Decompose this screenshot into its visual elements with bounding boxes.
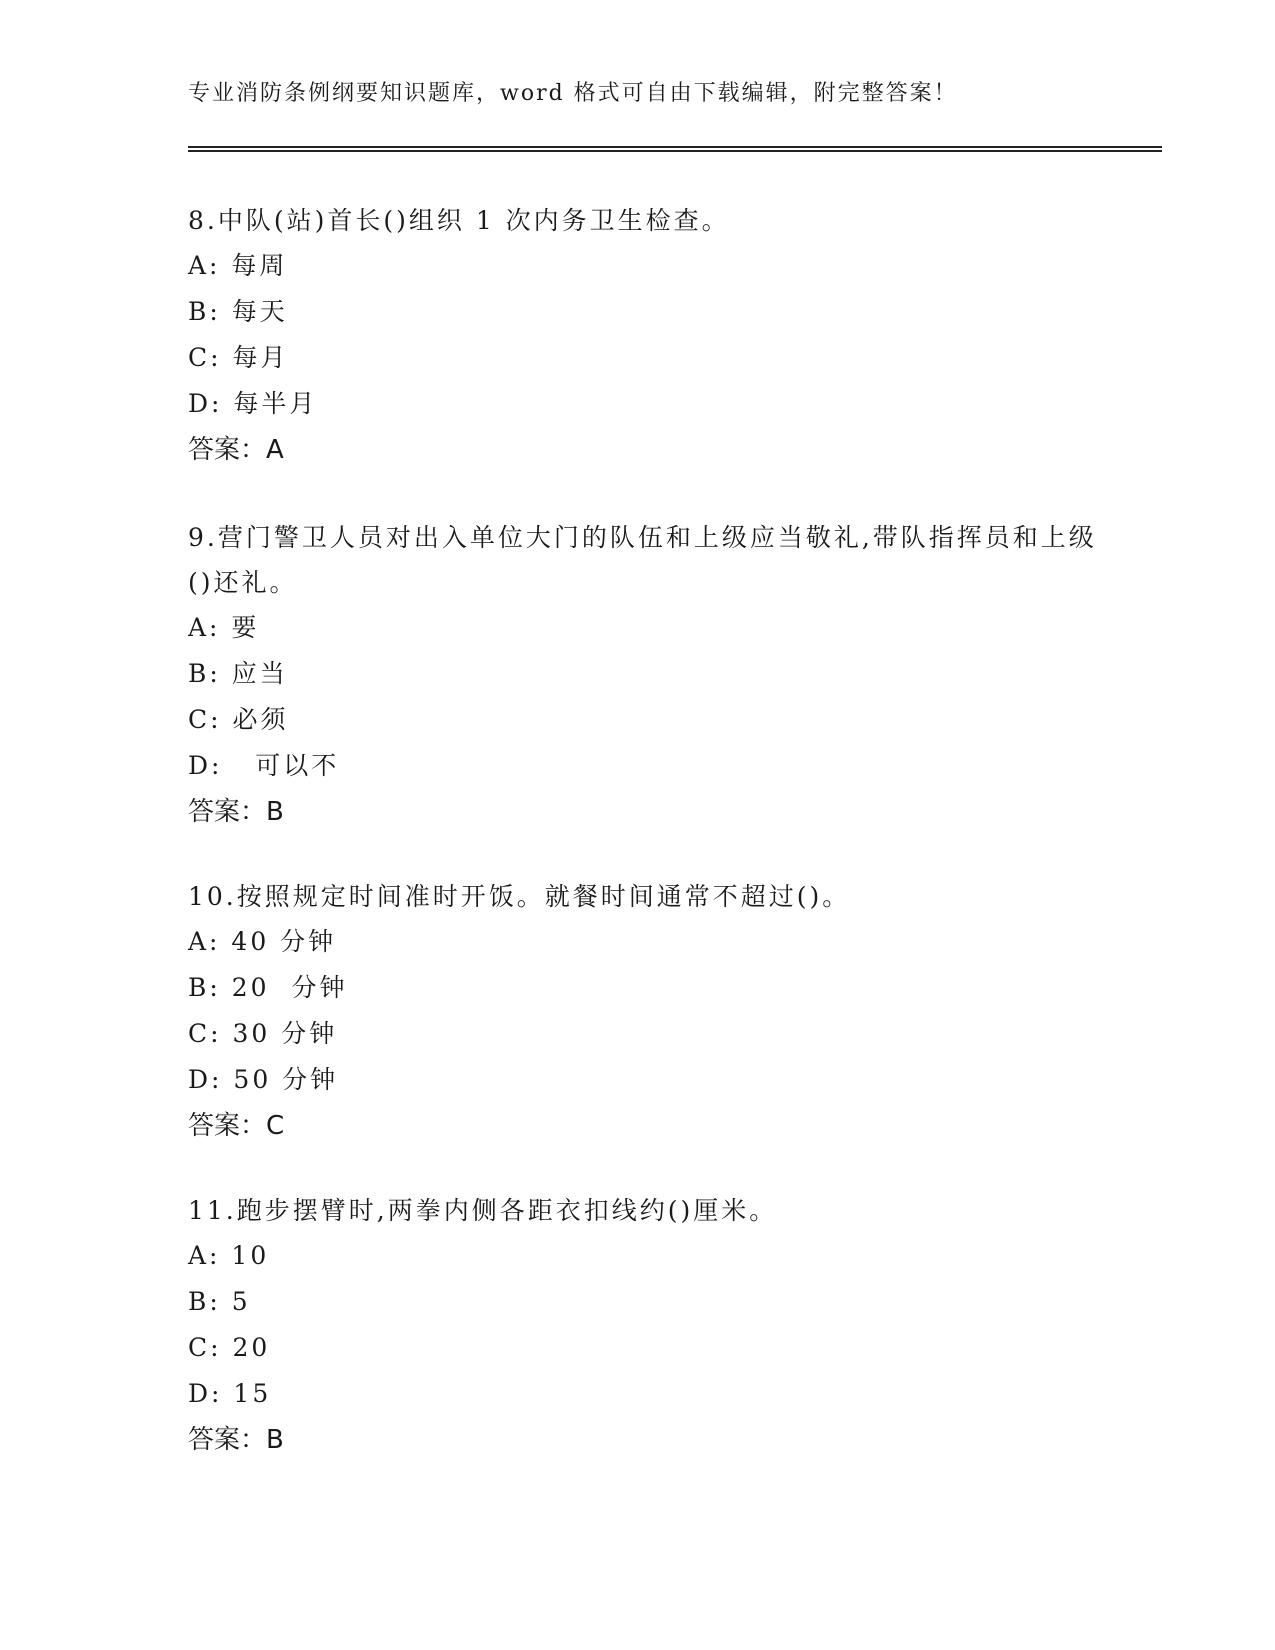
option-a: A: 10 — [188, 1241, 270, 1270]
question-text: 11.跑步摆臂时,两拳内侧各距衣扣线约()厘米。 — [188, 1196, 778, 1225]
answer-label: 答案：B — [188, 797, 284, 827]
option-d: D: 每半月 — [188, 389, 318, 418]
question-block — [188, 515, 1108, 835]
option-d: D: 15 — [188, 1379, 272, 1408]
answer-label: 答案：A — [188, 435, 284, 465]
option-a: A: 每周 — [188, 251, 288, 280]
question-block — [188, 198, 1108, 473]
answer-label: 答案：C — [188, 1111, 285, 1141]
option-d: D: 可以不 — [188, 751, 340, 780]
option-b: B: 应当 — [188, 659, 288, 688]
option-d: D: 50 分钟 — [188, 1065, 339, 1094]
option-c: C: 30 分钟 — [188, 1019, 338, 1048]
document-header: 专业消防条例纲要知识题库，word 格式可自由下载编辑，附完整答案！ — [188, 81, 958, 106]
question-text: 10.按照规定时间准时开饭。就餐时间通常不超过()。 — [188, 882, 851, 911]
header-divider — [188, 146, 1162, 152]
question-block — [188, 1188, 1108, 1463]
option-b: B: 5 — [188, 1287, 251, 1316]
question-text: 8.中队(站)首长()组织 1 次内务卫生检查。 — [188, 206, 730, 235]
answer-label: 答案：B — [188, 1425, 284, 1455]
option-b: B: 20 分钟 — [188, 973, 348, 1002]
option-c: C: 每月 — [188, 343, 289, 372]
option-a: A: 40 分钟 — [188, 927, 337, 956]
question-block — [188, 874, 1108, 1149]
option-c: C: 必须 — [188, 705, 289, 734]
question-text: 9.营门警卫人员对出入单位大门的队伍和上级应当敬礼,带队指挥员和上级()还礼。 — [188, 523, 1097, 597]
option-b: B: 每天 — [188, 297, 288, 326]
option-a: A: 要 — [188, 613, 260, 642]
option-c: C: 20 — [188, 1333, 271, 1362]
